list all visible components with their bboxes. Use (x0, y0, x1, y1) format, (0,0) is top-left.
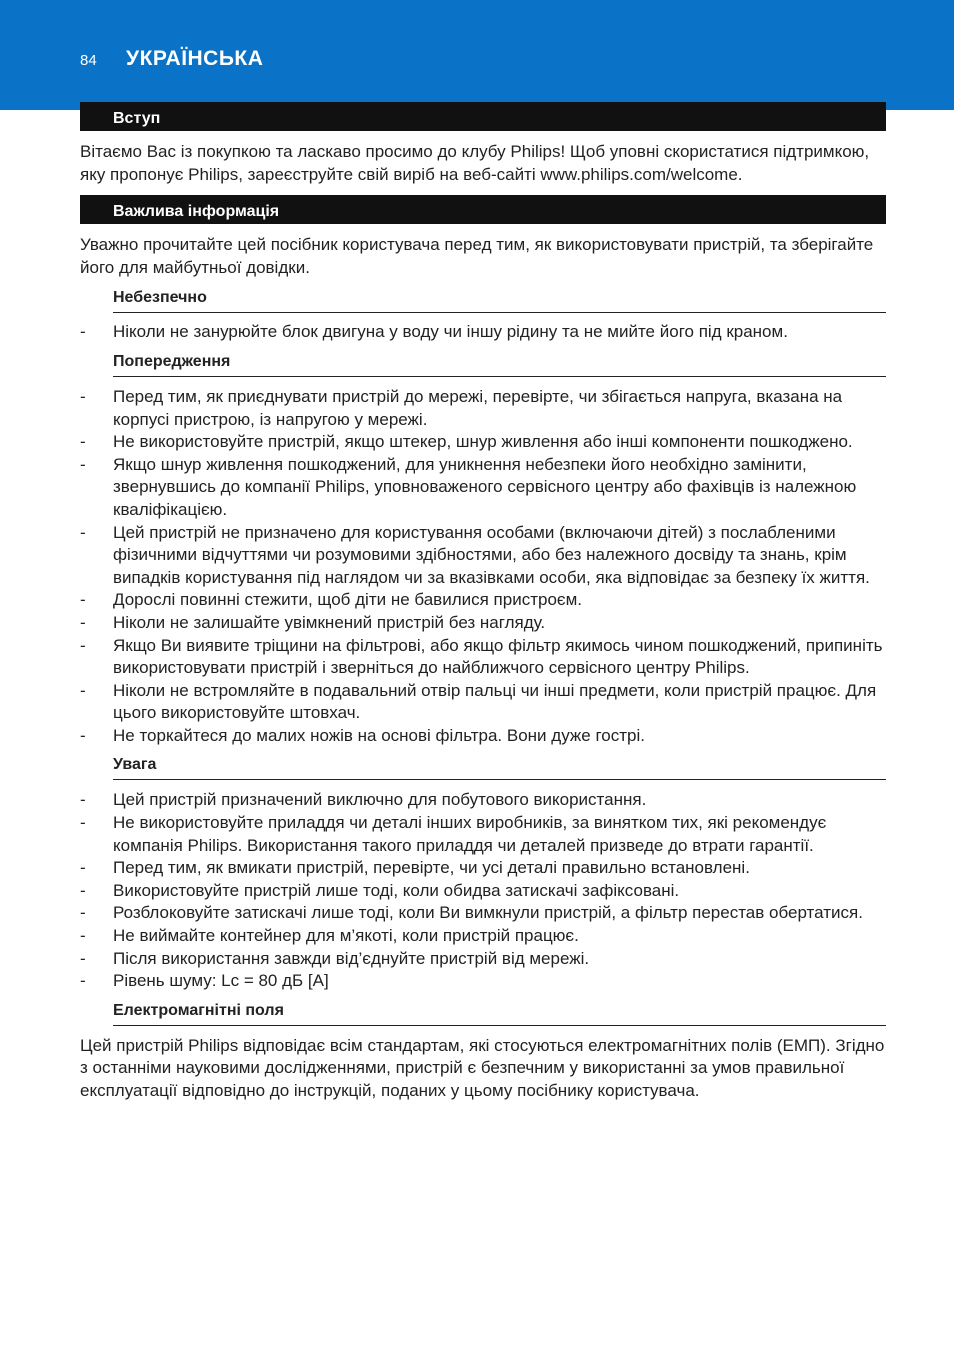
list-item (80, 431, 886, 454)
bullet-dash: - (80, 680, 86, 700)
bullet-dash: - (80, 635, 86, 655)
list-item-text: Розблоковуйте затискачі лише тоді, коли Ви вимкнули пристрій, а фільтр перестав обертатися. (113, 903, 863, 923)
list-item (80, 902, 886, 925)
bullet-dash: - (80, 903, 86, 923)
subheading-danger: Небезпечно (113, 288, 886, 313)
list-item-text: Рівень шуму: Lc = 80 дБ [A] (113, 971, 329, 991)
list-item (80, 522, 886, 590)
list-item (80, 725, 886, 748)
list-item (80, 880, 886, 903)
list-item-text: Перед тим, як вмикати пристрій, перевірте, чи усі деталі правильно встановлені. (113, 858, 750, 878)
list-item-text: Якщо Ви виявите тріщини на фільтрові, або якщо фільтр якимось чином пошкоджений, припиніть використовувати пристрій і зверніться до найближчого сервісного центру Philips. (113, 635, 883, 678)
language-title: УКРАЇНСЬКА (126, 47, 264, 70)
list-item-text: Не використовуйте приладдя чи деталі інших виробників, за винятком тих, які рекомендує компанія Philips. Використання такого приладдя чи деталей призведе до втрати гарантії. (113, 813, 827, 855)
bullet-dash: - (80, 322, 86, 342)
bullet-dash: - (80, 612, 86, 632)
bullet-dash: - (80, 432, 86, 452)
list-item-text: Дорослі повинні стежити, щоб діти не бавилися пристроєм. (113, 590, 582, 610)
bullet-dash: - (80, 858, 86, 878)
list-item-text: Ніколи не занурюйте блок двигуна у воду чи іншу рідину та не мийте його під краном. (113, 322, 788, 342)
list-item-text: Використовуйте пристрій лише тоді, коли обидва затискачі зафіксовані. (113, 880, 680, 900)
list-item-text: Цей пристрій не призначено для користування особами (включаючи дітей) з послабленими фізичними відчуттями чи розумовими здібностями, або без належного досвіду та знань, крім випадків користування під наглядом чи за вказівками особи, яка відповідає за безпеку їх життя. (113, 522, 870, 587)
list-item-text: Після використання завжди від’єднуйте пристрій від мережі. (113, 948, 590, 968)
list-item (80, 970, 886, 993)
list-item (80, 635, 886, 680)
page-content (80, 102, 886, 1103)
bullet-dash: - (80, 948, 86, 968)
bullet-dash: - (80, 790, 86, 810)
list-item-text: Не використовуйте пристрій, якщо штекер, шнур живлення або інші компоненти пошкоджено. (113, 432, 853, 452)
list-item (80, 680, 886, 725)
section-heading-intro: Вступ (80, 102, 886, 131)
danger-list (80, 321, 886, 344)
warning-list (80, 386, 886, 748)
bullet-dash: - (80, 386, 86, 406)
list-item-text: Цей пристрій призначений виключно для побутового використання. (113, 790, 647, 810)
bullet-dash: - (80, 454, 86, 474)
important-paragraph: Уважно прочитайте цей посібник користувача перед тим, як використовувати пристрій, та зберігайте його для майбутньої довідки. (80, 235, 874, 277)
list-item-text: Ніколи не залишайте увімкнений пристрій без нагляду. (113, 612, 546, 632)
caution-list (80, 789, 886, 992)
list-item-text: Якщо шнур живлення пошкоджений, для уникнення небезпеки його необхідно замінити, звернувшись до компанії Philips, уповноваженого сервісного центру або фахівців із належною кваліфікацією. (113, 454, 857, 519)
intro-paragraph: Вітаємо Вас із покупкою та ласкаво просимо до клубу Philips! Щоб уповні скористатися підтримкою, яку пропонує Philips, зареєструйте свій виріб на веб-сайті www.philips.com/welcome. (80, 142, 870, 184)
bullet-dash: - (80, 880, 86, 900)
list-item (80, 789, 886, 812)
page-number: 84 (80, 52, 97, 69)
subheading-warning: Попередження (113, 352, 886, 377)
emf-paragraph: Цей пристрій Philips відповідає всім стандартам, які стосуються електромагнітних полів (ЕМП). Згідно з останніми науковими дослідженнями, пристрій є безпечним у використанні за умов правильної експлуатації відповідно до інструкцій, поданих у цьому посібнику користувача. (80, 1035, 885, 1100)
subheading-caution: Увага (113, 755, 886, 780)
bullet-dash: - (80, 522, 86, 542)
list-item-text: Перед тим, як приєднувати пристрій до мережі, перевірте, чи збігається напруга, вказана на корпусі пристрою, із напругою у мережі. (113, 386, 843, 429)
list-item (80, 812, 886, 857)
list-item (80, 857, 886, 880)
list-item (80, 321, 886, 344)
list-item (80, 386, 886, 431)
bullet-dash: - (80, 725, 86, 745)
bullet-dash: - (80, 971, 86, 991)
list-item (80, 925, 886, 948)
bullet-dash: - (80, 926, 86, 946)
list-item-text: Не виймайте контейнер для м’якоті, коли пристрій працює. (113, 926, 579, 946)
bullet-dash: - (80, 813, 86, 833)
list-item (80, 948, 886, 971)
list-item (80, 612, 886, 635)
list-item-text: Ніколи не встромляйте в подавальний отвір пальці чи інші предмети, коли пристрій працює. Для цього використовуйте штовхач. (113, 680, 877, 723)
header-band (0, 0, 954, 110)
list-item-text: Не торкайтеся до малих ножів на основі фільтра. Вони дуже гострі. (113, 725, 645, 745)
subheading-emf: Електромагнітні поля (113, 1001, 886, 1026)
section-heading-important: Важлива інформація (80, 195, 886, 224)
list-item (80, 454, 886, 522)
bullet-dash: - (80, 590, 86, 610)
list-item (80, 589, 886, 612)
